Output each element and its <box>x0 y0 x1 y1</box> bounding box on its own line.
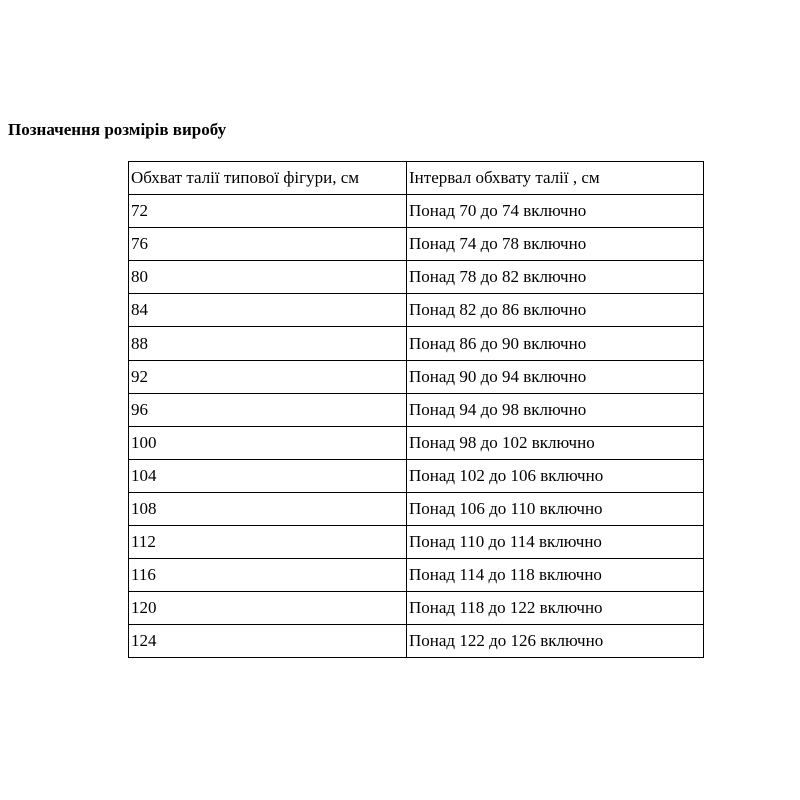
table-row <box>129 261 704 294</box>
header-waist-girth: Обхват талії типової фігури, см <box>129 162 407 195</box>
table-row <box>129 327 704 360</box>
cell-waist-girth: 76 <box>129 228 407 261</box>
cell-waist-girth: 100 <box>129 426 407 459</box>
cell-waist-girth: 72 <box>129 195 407 228</box>
table-row <box>129 526 704 559</box>
page-title: Позначення розмірів виробу <box>8 120 227 139</box>
cell-waist-girth: 104 <box>129 459 407 492</box>
table-row <box>129 492 704 525</box>
cell-waist-girth: 120 <box>129 592 407 625</box>
cell-waist-interval: Понад 74 до 78 включно <box>407 228 704 261</box>
cell-waist-interval: Понад 86 до 90 включно <box>407 327 704 360</box>
cell-waist-girth: 108 <box>129 492 407 525</box>
table-row <box>129 625 704 658</box>
table-row <box>129 459 704 492</box>
cell-waist-interval: Понад 82 до 86 включно <box>407 294 704 327</box>
size-table <box>128 161 704 658</box>
cell-waist-interval: Понад 106 до 110 включно <box>407 492 704 525</box>
cell-waist-girth: 88 <box>129 327 407 360</box>
size-table-body <box>129 162 704 658</box>
cell-waist-interval: Понад 98 до 102 включно <box>407 426 704 459</box>
cell-waist-interval: Понад 110 до 114 включно <box>407 526 704 559</box>
cell-waist-girth: 96 <box>129 393 407 426</box>
table-row <box>129 195 704 228</box>
table-row <box>129 592 704 625</box>
cell-waist-girth: 84 <box>129 294 407 327</box>
cell-waist-interval: Понад 70 до 74 включно <box>407 195 704 228</box>
cell-waist-girth: 92 <box>129 360 407 393</box>
cell-waist-girth: 124 <box>129 625 407 658</box>
cell-waist-girth: 116 <box>129 559 407 592</box>
table-row <box>129 393 704 426</box>
header-waist-interval: Інтервал обхвату талії , см <box>407 162 704 195</box>
cell-waist-girth: 80 <box>129 261 407 294</box>
cell-waist-interval: Понад 122 до 126 включно <box>407 625 704 658</box>
table-row <box>129 559 704 592</box>
cell-waist-interval: Понад 102 до 106 включно <box>407 459 704 492</box>
table-header-row <box>129 162 704 195</box>
cell-waist-interval: Понад 90 до 94 включно <box>407 360 704 393</box>
cell-waist-interval: Понад 78 до 82 включно <box>407 261 704 294</box>
cell-waist-interval: Понад 114 до 118 включно <box>407 559 704 592</box>
cell-waist-interval: Понад 118 до 122 включно <box>407 592 704 625</box>
table-row <box>129 228 704 261</box>
cell-waist-interval: Понад 94 до 98 включно <box>407 393 704 426</box>
table-row <box>129 426 704 459</box>
table-row <box>129 294 704 327</box>
table-row <box>129 360 704 393</box>
cell-waist-girth: 112 <box>129 526 407 559</box>
